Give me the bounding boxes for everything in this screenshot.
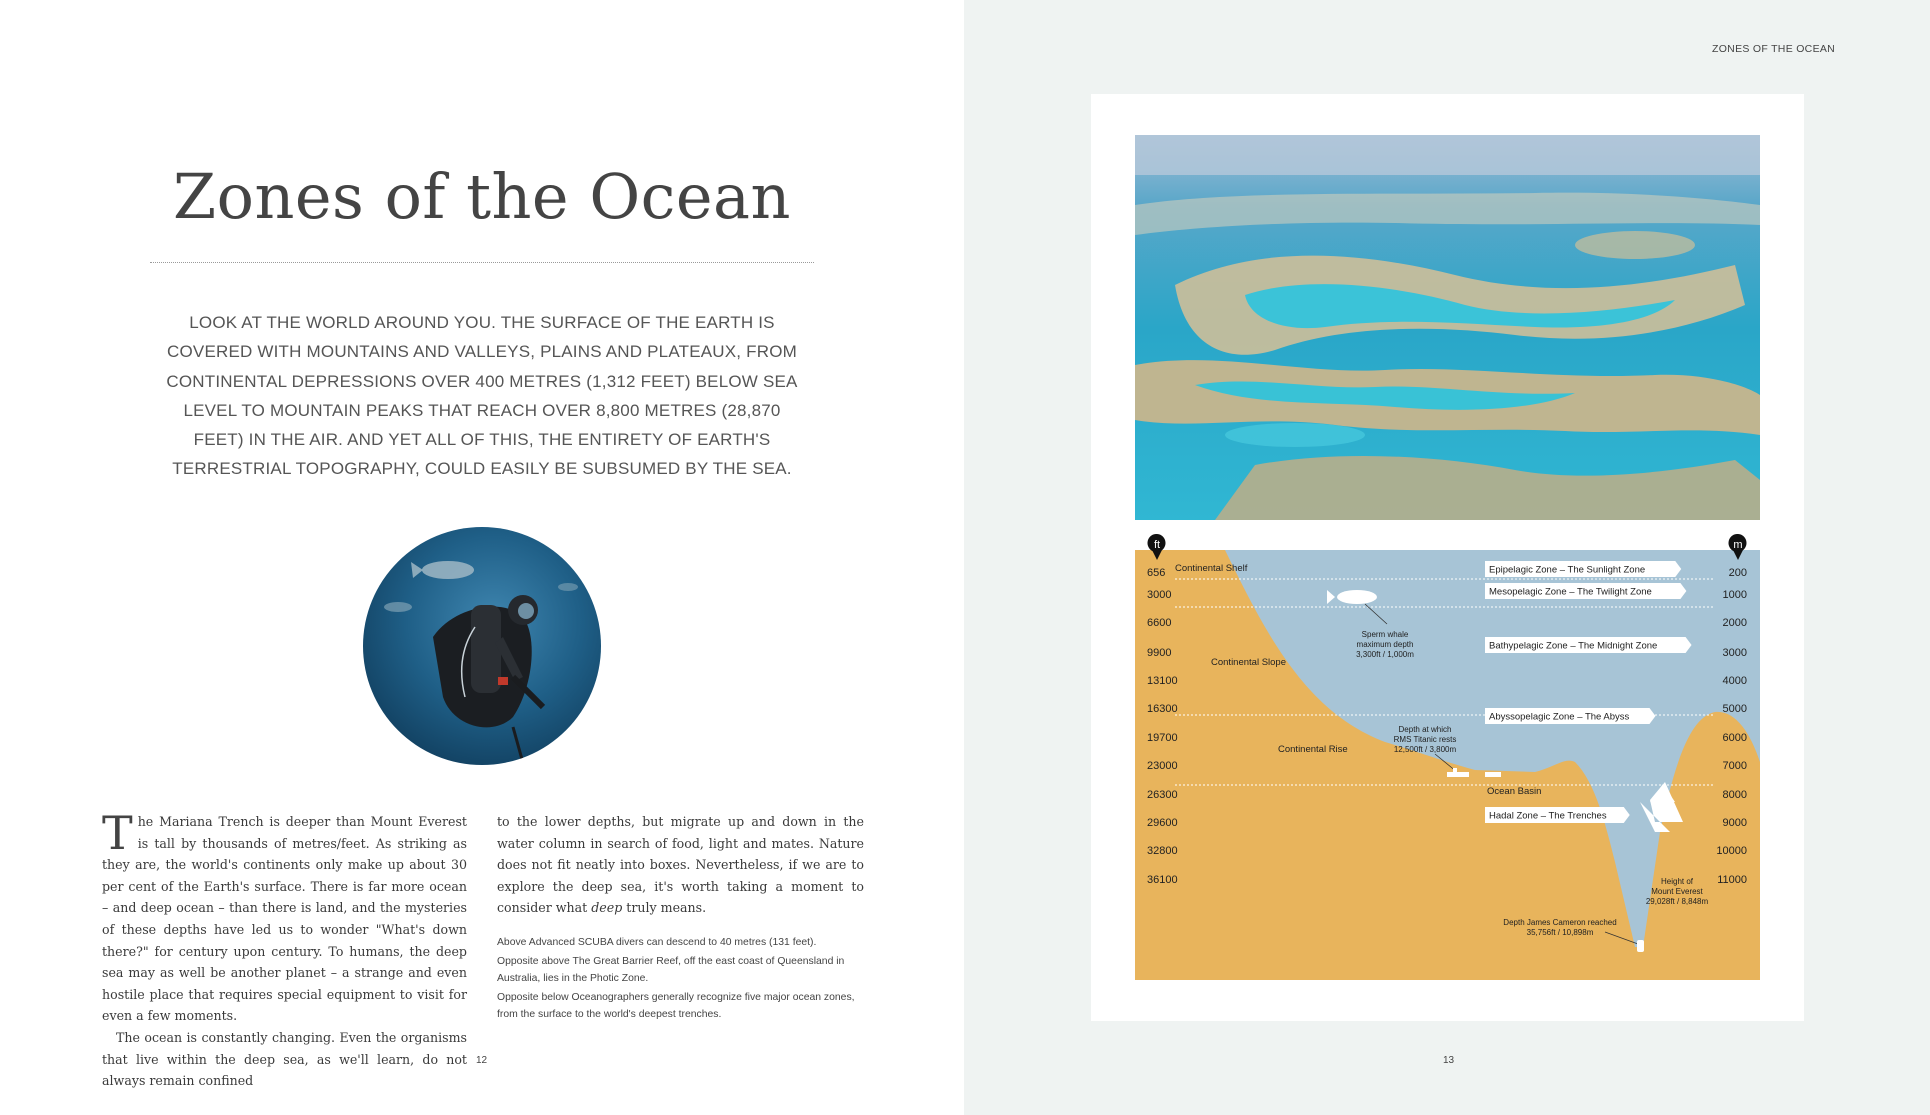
titanic-annotation-1: Depth at which xyxy=(1398,725,1452,734)
zone-label xyxy=(1485,708,1656,724)
right-tick-label: 10000 xyxy=(1716,845,1747,857)
everest-annotation-2: Mount Everest xyxy=(1651,887,1703,896)
whale-annotation-2: maximum depth xyxy=(1356,640,1414,649)
body-column-2 xyxy=(497,811,864,919)
diver-photo xyxy=(363,527,601,765)
body-paragraph: The ocean is constantly changing. Even the organisms that live within the deep sea, as we'll learn, do not always remain confined xyxy=(102,1029,467,1089)
ocean-zones-diagram xyxy=(1135,532,1760,980)
zone-label-text: Epipelagic Zone – The Sunlight Zone xyxy=(1489,564,1646,576)
zone-label-text: Hadal Zone – The Trenches xyxy=(1489,810,1607,822)
right-tick-label: 9000 xyxy=(1722,817,1747,829)
ocean-basin-label: Ocean Basin xyxy=(1487,786,1542,797)
right-tick-label: 8000 xyxy=(1722,789,1747,801)
running-head: ZONES OF THE OCEAN xyxy=(1712,43,1836,55)
diver-illustration xyxy=(363,527,601,765)
body-text: truly means. xyxy=(622,900,707,916)
continental-rise-label: Continental Rise xyxy=(1278,744,1348,755)
body-paragraph xyxy=(102,806,467,1027)
page-number-right: 13 xyxy=(1443,1055,1455,1066)
reef-photo xyxy=(1135,135,1760,520)
zone-label xyxy=(1485,807,1630,823)
right-tick-label: 4000 xyxy=(1722,675,1747,687)
left-tick-label: 13100 xyxy=(1147,675,1178,687)
left-tick-label: 656 xyxy=(1147,567,1166,579)
title-divider xyxy=(150,262,814,263)
everest-annotation-3: 29,028ft / 8,848m xyxy=(1645,897,1709,906)
right-tick-label: 3000 xyxy=(1722,647,1747,659)
body-text: he Mariana Trench is deeper than Mount Everest is tall by thousands of metres/feet. As striking as they are, the world's continents only make up about 30 per cent of the Earth's surface. There is far more ocean – and deep ocean – than there is land, and the mysteries of these depths have led us to wonder "What's down there?" for century upon century. To humans, the deep sea may as well be another planet – a strange and even hostile place that requires special equipment to visit for even a few moments. xyxy=(102,814,467,1024)
body-column-1 xyxy=(102,806,467,1092)
left-tick-label: 3000 xyxy=(1147,589,1172,601)
intro-paragraph: LOOK AT THE WORLD AROUND YOU. THE SURFACE OF THE EARTH IS COVERED WITH MOUNTAINS AND VALLEYS, PLAINS AND PLATEAUX, FROM CONTINENTAL DEPRESSIONS OVER 400 METRES (1,312 FEET) BELOW SEA LEVEL TO MOUNTAIN PEAKS THAT REACH OVER 8,800 METRES (28,870 FEET) IN THE AIR. AND YET ALL OF THIS, THE ENTIRETY OF EARTH'S TERRESTRIAL TOPOGRAPHY, COULD EASILY BE SUBSUMED BY THE SEA. xyxy=(166,313,798,479)
right-tick-label: 6000 xyxy=(1722,732,1747,744)
left-tick-label: 36100 xyxy=(1147,874,1178,886)
left-tick-label: 32800 xyxy=(1147,845,1178,857)
cameron-annotation-1: Depth James Cameron reached xyxy=(1503,918,1617,927)
right-tick-label: 200 xyxy=(1728,567,1747,579)
caption-opposite-above: Opposite above The Great Barrier Reef, off the east coast of Queensland in Australia, lies in the Photic Zone. xyxy=(497,956,845,984)
everest-annotation-1: Height of xyxy=(1660,877,1694,886)
continental-slope-label: Continental Slope xyxy=(1211,657,1286,668)
reef-illustration xyxy=(1135,135,1760,520)
page-number-left: 12 xyxy=(476,1055,488,1066)
caption-opposite-below: Opposite below Oceanographers generally recognize five major ocean zones, from the surface to the world's deepest trenches. xyxy=(497,992,855,1020)
zone-label xyxy=(1485,561,1681,577)
captions xyxy=(497,934,857,1025)
submersible-icon xyxy=(1637,940,1644,952)
right-tick-label: 11000 xyxy=(1717,874,1747,886)
right-tick-label: 1000 xyxy=(1722,589,1747,601)
left-tick-label: 19700 xyxy=(1147,732,1178,744)
left-tick-label: 23000 xyxy=(1147,760,1178,772)
drop-cap: T xyxy=(102,806,133,860)
left-tick-label: 26300 xyxy=(1147,789,1178,801)
caption-above: Above Advanced SCUBA divers can descend to 40 metres (131 feet). xyxy=(497,937,817,948)
titanic-annotation-3: 12,500ft / 3,800m xyxy=(1393,745,1457,754)
page-title: Zones of the Ocean xyxy=(173,160,791,233)
titanic-annotation-2: RMS Titanic rests xyxy=(1393,735,1457,744)
right-tick-label: 2000 xyxy=(1722,617,1747,629)
zone-label-text: Bathypelagic Zone – The Midnight Zone xyxy=(1489,640,1658,652)
zone-label xyxy=(1485,637,1692,653)
body-paragraph xyxy=(497,811,864,919)
cameron-annotation-2: 35,756ft / 10,898m xyxy=(1526,928,1594,937)
zone-label xyxy=(1485,583,1686,599)
right-tick-label: 5000 xyxy=(1722,703,1747,715)
left-tick-label: 16300 xyxy=(1147,703,1178,715)
left-tick-label: 29600 xyxy=(1147,817,1178,829)
whale-annotation-3: 3,300ft / 1,000m xyxy=(1356,650,1414,659)
zone-label-text: Abyssopelagic Zone – The Abyss xyxy=(1489,711,1630,723)
left-tick-label: 6600 xyxy=(1147,617,1172,629)
right-tick-label: 7000 xyxy=(1722,760,1747,772)
continental-shelf-label: Continental Shelf xyxy=(1175,563,1248,574)
m-axis-unit: m xyxy=(1733,539,1743,551)
body-text: to the lower depths, but migrate up and down in the water column in search of food, light and mates. Nature does not fit neatly into boxes. Nevertheless, if we are to explore the deep sea, it's worth taking a moment to consider what xyxy=(497,814,864,916)
ft-axis-unit: ft xyxy=(1153,539,1161,551)
emphasis-text: deep xyxy=(591,900,623,916)
whale-annotation-1: Sperm whale xyxy=(1361,630,1409,639)
zone-label-text: Mesopelagic Zone – The Twilight Zone xyxy=(1489,586,1652,598)
left-tick-label: 9900 xyxy=(1147,647,1172,659)
